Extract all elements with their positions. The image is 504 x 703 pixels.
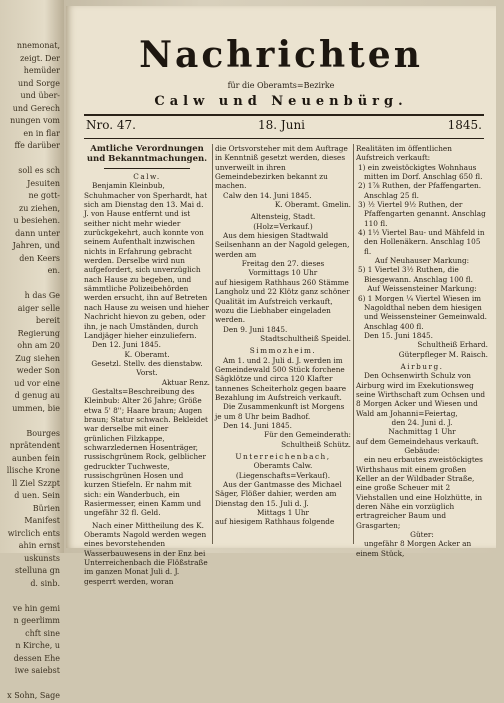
left-page-line: und Sorge	[18, 78, 60, 88]
notice-place: Airburg.	[400, 361, 444, 371]
property-item: 1) ein zweistöckigtes Wohnhaus mitten im Dorf. Anschlag 650 fl.	[358, 162, 483, 182]
masthead-subtitle: für die Oberamts=Bezirke	[227, 81, 335, 90]
notice-text: ungefähr 8 Morgen Acker an einem Stück,	[356, 539, 472, 558]
notice-text: Gestalts=Beschreibung des Kleinbub: Alter 26 Jahre; Größe etwa 5' 8''; Haare braun; Augen braun; Statur schwach. Bekleidet war derselbe mit einer grünlichen Filzkappe, schwarzledernen Hosenträger, russischgrünem Rock, gelblicher gedruckter Tuchweste, russischgrünen Hosen und kurzen Stiefeln. Er nahm mit sich: ein Wanderbuch, ein Rasiermesser, einen Kamm und ungefähr 32 fl. Geld.	[84, 386, 208, 518]
left-page-line: uskunsts	[24, 553, 60, 563]
left-page-line: chft sine	[25, 628, 60, 638]
notice-subheading: (Liegenschafts=Verkauf).	[235, 470, 331, 480]
property-item: 4) 1½ Viertel Bau- und Mähfeld in den Hollenäkern. Anschlag 105 fl.	[358, 228, 485, 256]
notice-text: Die Zusammenkunft ist Morgens je um 8 Uhr beim Badhof.	[215, 402, 345, 421]
notice-text: Realitäten im öffentlichen Aufstreich verkauft:	[356, 144, 452, 163]
left-page-line: llische Krone	[6, 466, 60, 475]
notice-time: Nachmittag 1 Uhr	[388, 427, 456, 437]
notice-date: Den 9. Juni 1845.	[223, 324, 288, 334]
left-page-line: n geerlimm	[13, 616, 60, 625]
left-page-line: Zug siehen	[15, 353, 60, 363]
notice-subheading: (Holz=Verkauf.)	[253, 221, 313, 231]
left-page-line: en in flar	[23, 128, 60, 138]
column-1	[84, 144, 210, 586]
left-page-line: nnemonat,	[16, 41, 60, 50]
left-page-line: aiger selle	[17, 303, 60, 313]
notice-date: Den 15. Juni 1845.	[364, 330, 433, 340]
left-page-line: nungen vom	[10, 116, 60, 125]
property-list	[356, 294, 488, 331]
notice-text: auf dem Gemeindehaus verkauft.	[356, 436, 479, 446]
left-page-line: ohn am 20	[17, 341, 60, 350]
property-item: 5) 1 Viertel 3½ Ruthen, die Biesgewann. Anschlag 100 fl.	[358, 265, 473, 284]
left-page-line: bereit	[35, 316, 60, 325]
notice-signature: K. Oberamt. Gmelin.	[274, 200, 351, 210]
notice-signature: Gesetzl. Stellv. des dienstabw. Vorst.	[91, 358, 203, 378]
notice-signature: K. Oberamt.	[124, 349, 170, 359]
property-list	[356, 265, 488, 284]
notice-place: Simmozheim.	[249, 346, 317, 356]
left-facing-page	[0, 0, 64, 700]
left-page-line: h das Ge	[24, 291, 60, 300]
left-page-line: Regierung	[17, 328, 60, 338]
left-page-line	[2, 590, 60, 603]
header-rule-bottom	[84, 138, 484, 139]
left-page-line: und über-	[20, 91, 60, 100]
left-page-line	[2, 153, 60, 166]
left-page-line: Jesuiten	[27, 178, 60, 188]
left-page-line: zeigt. Der	[20, 53, 60, 63]
left-page-line: zu ziehen,	[19, 203, 60, 213]
left-page-line: soll es sch	[18, 166, 60, 175]
left-page-line: ll Ziel Szzpt	[12, 478, 60, 488]
left-page-line	[2, 678, 60, 691]
notice-subheading: Auf Weissensteiner Markung:	[367, 284, 477, 294]
left-page-line: nprätendent	[9, 441, 60, 450]
issue-bar	[86, 118, 482, 136]
left-page-line: stelluna gn	[14, 566, 60, 575]
property-item: 2) 1⅞ Ruthen, der Pfaffengarten. Anschlag 25 fl.	[358, 181, 482, 200]
column-3	[356, 144, 488, 558]
notice-signature: Stadtschultheiß Speidel.	[260, 333, 351, 343]
left-page-line: Manifest	[24, 516, 60, 525]
left-page-line: Jahren, und	[12, 241, 60, 250]
column-divider-2	[353, 144, 354, 544]
column-2	[215, 144, 351, 544]
notice-signature: Für den Gemeinderath:	[264, 430, 351, 440]
left-page-line: ummen, bie	[12, 403, 60, 413]
left-page-line	[2, 278, 60, 291]
left-page-line: d genug au	[14, 391, 60, 400]
column-divider-1	[212, 144, 213, 544]
notice-date: Den 12. Juni 1845.	[92, 340, 161, 350]
notice-text: auf hiesigem Rathhaus folgende	[215, 517, 335, 527]
left-page-line	[2, 415, 60, 428]
notice-text: Aus der Gantmasse des Michael Säger, Flößer dahier, werden am Dienstag den 15. Juli d. J.	[215, 480, 342, 508]
left-page-line: Bourges	[26, 428, 60, 438]
left-page-line: ud vor eine	[14, 378, 60, 388]
notice-signature: Güterpfleger M. Raisch.	[398, 349, 488, 359]
notice-date: Freitag den 27. dieses	[241, 259, 325, 269]
masthead-title: Nachrichten	[139, 34, 423, 76]
left-page-line: d. sinb.	[30, 578, 60, 588]
notice-text: Am 1. und 2. Juli d. J. werden im Gemeindewald 500 Stück forchene Sägklötze und circa 120 Klafter tannenes Scheiterholz gegen baare Bezahlung im Aufstreich verkauft.	[215, 355, 347, 402]
left-page-line: ffe darüber	[14, 141, 60, 150]
notice-subheading: Auf Neuhauser Markung:	[374, 256, 470, 266]
issue-year: 1845.	[447, 118, 482, 132]
left-page-text	[2, 40, 60, 703]
left-page-line: n Kirche, u	[15, 641, 60, 650]
notice-text: Nach einer Mittheilung des K. Oberamts Nagold werden wegen eines bevorstehenden Wasserbauwesens in der Enz bei Unterreichenbach die Flößstraße im ganzen Monat Juli d. J. gesperrt werden, woran	[84, 520, 208, 586]
header-rule-top	[84, 114, 484, 116]
left-page-line: weder Son	[16, 366, 60, 375]
notice-date: Den 14. Juni 1845.	[223, 420, 292, 430]
left-page-line: Bürien	[32, 503, 60, 513]
left-page-line: wirclich ents	[7, 528, 60, 538]
notice-date: den 24. Juni d. J.	[391, 417, 453, 427]
section-heading: Amtliche Verordnungen und Bekanntmachungen.	[86, 144, 208, 164]
notice-text: Benjamin Kleinbub, Schuhmacher von Sperhardt, hat sich am Dienstag den 13. Mai d. J. von Hause entfernt und ist seither nicht mehr wieder zurückgekehrt, auch konnte von seinem Aufenthalt inzwischen nichts in Erfahrung gebracht werden. Derselbe wird nun aufgefordert, sich unverzüglich nach Hause zu begeben, und sämmtliche Polizeibehörden werden ersucht, ihn auf Betreten nach Hause zu weisen und hieher Nachricht hievon zu geben, oder ihn, je nach Umständen, durch Landjäger hieher einzuliefern.	[84, 181, 210, 340]
notice-date: Calw den 14. Juni 1845.	[223, 190, 312, 200]
property-list	[356, 163, 488, 256]
left-page-line: ahin ernst	[18, 541, 60, 550]
newspaper-page	[66, 6, 496, 586]
left-page-line: en.	[47, 266, 60, 275]
left-page-line: dessen Ehe	[13, 653, 60, 663]
notice-place: Calw.	[133, 172, 161, 181]
left-page-line: den Keers	[19, 253, 60, 263]
notice-signature: Schultheiß Erhard.	[417, 340, 488, 350]
notice-time: Vormittags 10 Uhr	[248, 268, 318, 278]
left-page-line: ne gott-	[28, 191, 60, 200]
issue-number: Nro. 47.	[86, 118, 136, 132]
left-page-line: dann unter	[15, 228, 60, 238]
notice-text: auf hiesigem Rathhaus 260 Stämme Langholz und 22 Klötz ganz schöner Qualität im Aufstreich verkauft, wozu die Liebhaber eingeladen werden.	[215, 277, 350, 325]
heading-rule	[104, 166, 190, 169]
left-page-line: x Sohn, Sage	[7, 691, 60, 700]
property-item: 6) 1 Morgen ¼ Viertel Wiesen im Nagoldthal neben dem hiesigen und Weissensteiner Gemeinwald. Anschlag 400 fl.	[358, 293, 487, 331]
left-page-line: hemüder	[23, 66, 60, 75]
notice-time: Mittags 1 Uhr	[256, 508, 310, 518]
notice-text: die Ortsvorsteher mit dem Auftrage in Kenntniß gesetzt werden, dieses unverweilt in ihren Gemeindebezirken bekannt zu machen.	[215, 144, 348, 191]
notice-place: Altensteig, Stadt.	[250, 212, 316, 222]
notice-signature: Schultheiß Schütz.	[281, 439, 351, 449]
left-page-line: aunben fein	[11, 453, 60, 463]
left-page-line: u besiehen.	[13, 216, 60, 225]
notice-subheading: Güter:	[410, 530, 434, 540]
notice-subheading: Oberamts Calw.	[253, 461, 313, 471]
issue-date: 18. Juni	[258, 118, 306, 132]
notice-text: ein neu erbautes zweistöckigtes Wirthshaus mit einem großen Keller an der Wildbader Straße, eine große Scheuer mit 2 Viehstallen und eine Holzhütte, in deren Nähe ein vorzüglich ertragreicher Baum und Grasgarten;	[356, 455, 483, 530]
notice-place: Unterreichenbach,	[235, 452, 331, 461]
text-columns	[84, 144, 488, 586]
notice-subheading: Gebäude:	[404, 446, 440, 455]
left-page-line: iwe saiebst	[14, 666, 60, 675]
property-item: 3) ½ Viertel 9½ Ruthen, der Pfaffengarten genannt. Anschlag 110 fl.	[358, 200, 486, 228]
left-page-line: d uen. Sein	[14, 491, 60, 500]
masthead-places: Calw und Neuenbürg.	[154, 94, 408, 109]
notice-signature: Aktuar Renz.	[161, 377, 210, 387]
left-page-line: ve hin gemi	[12, 603, 60, 613]
notice-text: Aus dem hiesigen Stadtwald Seilsenhann an der Nagold gelegen, werden am	[215, 231, 350, 259]
left-page-line: und Gerech	[12, 103, 60, 113]
notice-text: Den Ochsenwirth Schulz von Airburg wird im Exekutionsweg seine Wirthschaft zum Ochsen und 8 Morgen Acker und Wiesen und Wald am Johanni=Feiertag,	[356, 371, 486, 418]
